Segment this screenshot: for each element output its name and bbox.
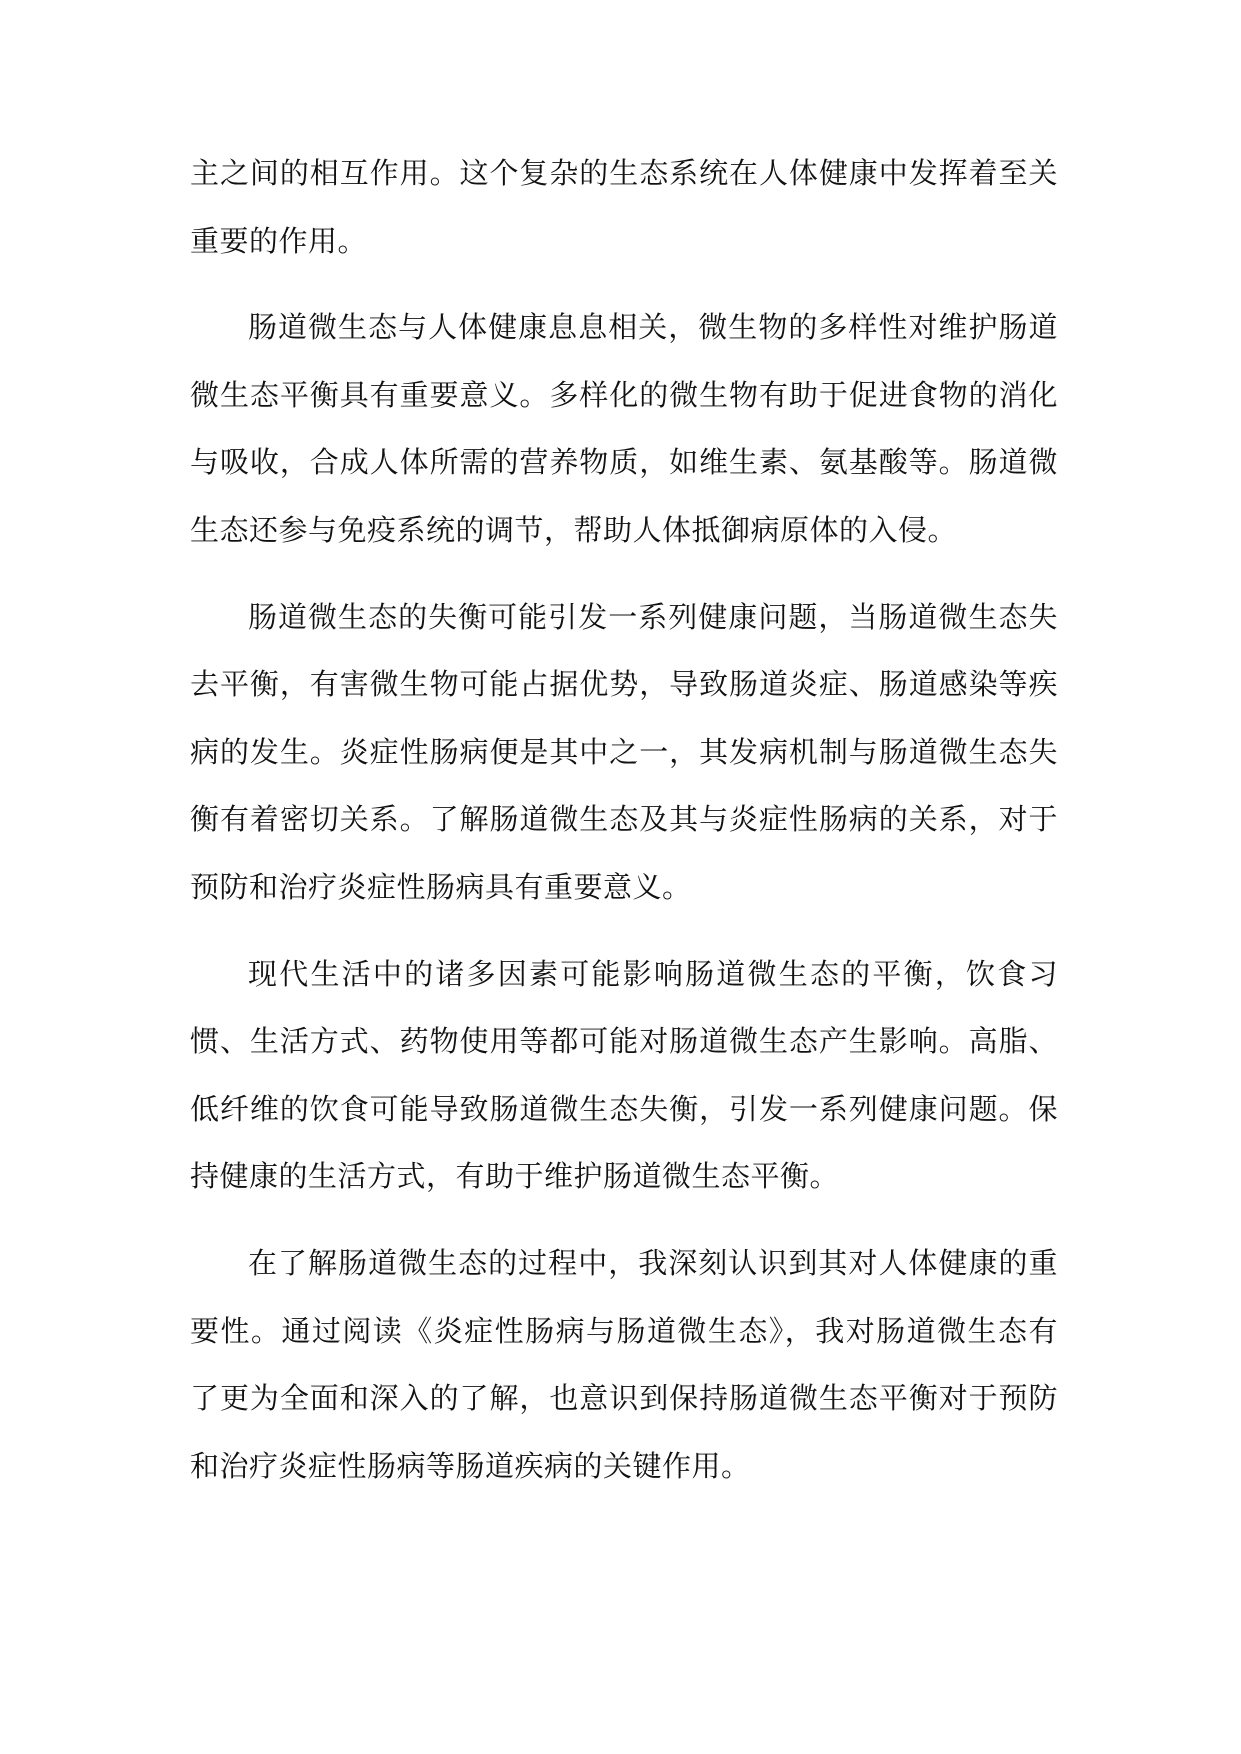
document-body xyxy=(190,140,1058,1519)
paragraph-lifestyle-factors: 现代生活中的诸多因素可能影响肠道微生态的平衡，饮食习惯、生活方式、药物使用等都可能对肠道微生态产生影响。高脂、低纤维的饮食可能导致肠道微生态失衡，引发一系列健康问题。保持健康的生活方式，有助于维护肠道微生态平衡。 xyxy=(190,956,1058,1194)
paragraph-continued: 主之间的相互作用。这个复杂的生态系统在人体健康中发挥着至关重要的作用。 xyxy=(190,156,1058,258)
paragraph-imbalance-effects: 肠道微生态的失衡可能引发一系列健康问题，当肠道微生态失去平衡，有害微生物可能占据优势，导致肠道炎症、肠道感染等疾病的发生。炎症性肠病便是其中之一，其发病机制与肠道微生态失衡有着密切关系。了解肠道微生态及其与炎症性肠病的关系，对于预防和治疗炎症性肠病具有重要意义。 xyxy=(190,599,1058,904)
paragraph-microbiome-health: 肠道微生态与人体健康息息相关，微生物的多样性对维护肠道微生态平衡具有重要意义。多样化的微生物有助于促进食物的消化与吸收，合成人体所需的营养物质，如维生素、氨基酸等。肠道微生态还参与免疫系统的调节，帮助人体抵御病原体的入侵。 xyxy=(190,310,1058,547)
paragraph-reflection: 在了解肠道微生态的过程中，我深刻认识到其对人体健康的重要性。通过阅读《炎症性肠病与肠道微生态》，我对肠道微生态有了更为全面和深入的了解，也意识到保持肠道微生态平衡对于预防和治疗炎症性肠病等肠道疾病的关键作用。 xyxy=(190,1245,1058,1483)
